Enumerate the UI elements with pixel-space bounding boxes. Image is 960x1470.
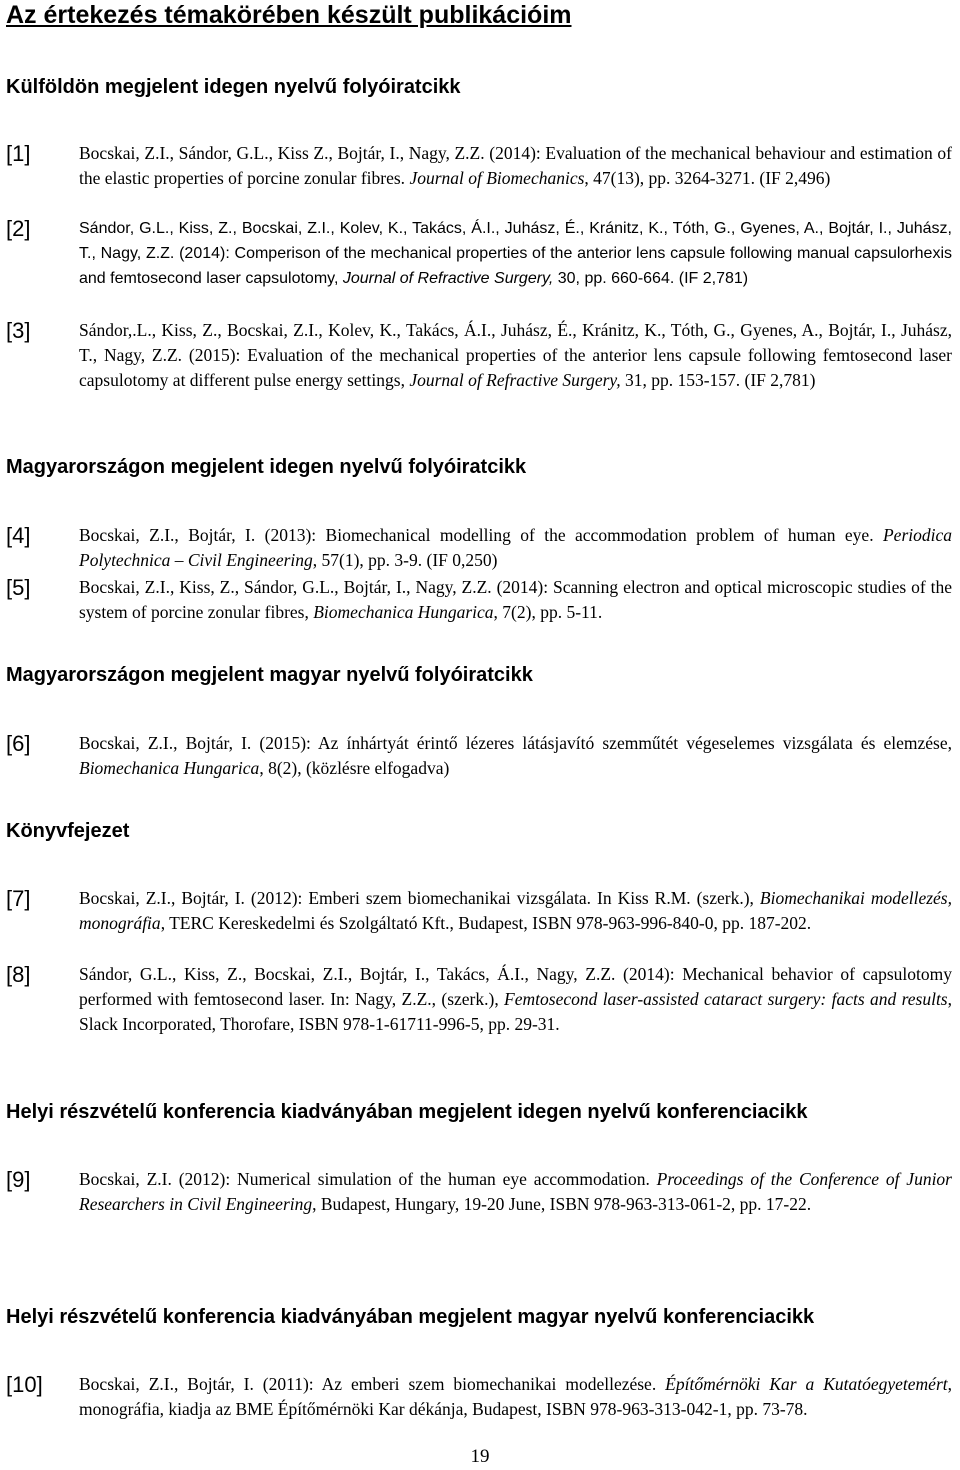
reference-item xyxy=(6,318,952,393)
reference-number: [2] xyxy=(6,216,31,241)
reference-source-title: Journal of Refractive Surgery, xyxy=(409,370,621,390)
reference-text xyxy=(79,962,952,1037)
reference-text-run: , Slack Incorporated, Thorofare, ISBN 978-1-61711-996-5, pp. 29-31. xyxy=(79,989,952,1034)
reference-text xyxy=(79,886,952,936)
reference-item xyxy=(6,962,952,1037)
reference-text-run: Bocskai, Z.I., Kiss, Z., Sándor, G.L., Bojtár, I., Nagy, Z.Z. (2014): Scanning electron and optical microscopic studies of the system of porcine zonular fibres, xyxy=(79,577,952,622)
section-heading: Magyarországon megjelent magyar nyelvű folyóiratcikk xyxy=(6,664,533,686)
reference-source-title: Biomechanica Hungarica xyxy=(313,602,494,622)
page-title: Az értekezés témakörében készült publikációim xyxy=(6,1,572,29)
reference-item xyxy=(6,1167,952,1217)
section-heading: Magyarországon megjelent idegen nyelvű folyóiratcikk xyxy=(6,456,527,478)
reference-number: [8] xyxy=(6,962,31,987)
reference-source-title: Journal of Refractive Surgery, xyxy=(342,270,554,287)
page-number: 19 xyxy=(470,1446,490,1467)
section-heading: Helyi részvételű konferencia kiadványában megjelent idegen nyelvű konferenciacikk xyxy=(6,1101,808,1123)
reference-source-title: Journal of Biomechanics xyxy=(409,168,585,188)
reference-source-title: Femtosecond laser-assisted cataract surgery: facts and results xyxy=(504,989,948,1009)
reference-item xyxy=(6,141,952,191)
reference-number: [5] xyxy=(6,575,31,600)
reference-text-run: , 8(2), (közlésre elfogadva) xyxy=(259,758,450,778)
reference-text-run: , TERC Kereskedelmi és Szolgáltató Kft., Budapest, ISBN 978-963-996-840-0, pp. 187-202. xyxy=(160,913,812,933)
reference-number: [10] xyxy=(6,1372,43,1397)
reference-item xyxy=(6,523,952,573)
reference-text-run: , monográfia, kiadja az BME Építőmérnöki Kar dékánja, Budapest, ISBN 978-963-313-042-1, pp. 73-78. xyxy=(79,1374,952,1419)
reference-item xyxy=(6,575,952,625)
reference-number: [6] xyxy=(6,731,31,756)
reference-number: [9] xyxy=(6,1167,31,1192)
reference-text xyxy=(79,141,952,191)
reference-text xyxy=(79,1372,952,1422)
reference-text-run: , Budapest, Hungary, 19-20 June, ISBN 978-963-313-061-2, pp. 17-22. xyxy=(312,1194,812,1214)
reference-number: [4] xyxy=(6,523,31,548)
reference-number: [1] xyxy=(6,141,31,166)
section-heading: Könyvfejezet xyxy=(6,820,130,842)
reference-text-run: 31, pp. 153-157. (IF 2,781) xyxy=(620,370,816,390)
reference-text xyxy=(79,731,952,781)
reference-item xyxy=(6,886,952,936)
reference-number: [7] xyxy=(6,886,31,911)
reference-number: [3] xyxy=(6,318,31,343)
reference-text-run: Sándor,.L., Kiss, Z., Bocskai, Z.I., Kolev, K., Takács, Á.I., Juhász, É., Kránitz, K., Tóth, G., Gyenes, A., Bojtár, I., Juhász, T., Nagy, Z.Z. (2015): Evaluation of the mechanical properties of the anterior lens capsule following femtosecond laser capsulotomy at different pulse energy settings, xyxy=(79,320,952,390)
reference-text-run: , 57(1), pp. 3-9. (IF 0,250) xyxy=(312,550,498,570)
reference-text-run: Bocskai, Z.I., Bojtár, I. (2015): Az ínhártyát érintő lézeres látásjavító szemműtét végeselemes vizsgálata és elemzése, xyxy=(79,733,952,753)
reference-text-run: Bocskai, Z.I. (2012): Numerical simulation of the human eye accommodation. xyxy=(79,1169,657,1189)
reference-text-run: 30, pp. 660-664. (IF 2,781) xyxy=(553,270,749,287)
reference-text-run: , 47(13), pp. 3264-3271. (IF 2,496) xyxy=(584,168,831,188)
reference-item xyxy=(6,731,952,781)
reference-text-run: Bocskai, Z.I., Sándor, G.L., Kiss Z., Bojtár, I., Nagy, Z.Z. (2014): Evaluation of the mechanical behaviour and estimation of the elastic properties of porcine zonular fibres. xyxy=(79,143,952,188)
section-heading: Helyi részvételű konferencia kiadványában megjelent magyar nyelvű konferenciacikk xyxy=(6,1306,815,1328)
reference-text xyxy=(79,523,952,573)
reference-source-title: Periodica Polytechnica – Civil Engineering xyxy=(79,525,952,570)
reference-text xyxy=(79,216,952,291)
reference-text-run: Sándor, G.L., Kiss, Z., Bocskai, Z.I., Kolev, K., Takács, Á.I., Juhász, É., Kránitz, K., Tóth, G., Gyenes, A., Bojtár, I., Juhász, T., Nagy, Z.Z. (2014): Comperison of the mechanical properties of the anterior lens capsule following manual capsulorhexis and femtosecond laser capsulotomy, xyxy=(79,220,952,287)
reference-text xyxy=(79,318,952,393)
reference-text-run: , 7(2), pp. 5-11. xyxy=(493,602,603,622)
reference-text xyxy=(79,575,952,625)
reference-item xyxy=(6,216,952,291)
section-heading: Külföldön megjelent idegen nyelvű folyóiratcikk xyxy=(6,76,461,98)
reference-text-run: Sándor, G.L., Kiss, Z., Bocskai, Z.I., Bojtár, I., Takács, Á.I., Nagy, Z.Z. (2014): Mechanical behavior of capsulotomy performed with femtosecond laser. In: Nagy, Z.Z., (szerk.), xyxy=(79,964,952,1009)
reference-source-title: Proceedings of the Conference of Junior Researchers in Civil Engineering xyxy=(79,1169,952,1214)
reference-text-run: Bocskai, Z.I., Bojtár, I. (2011): Az emberi szem biomechanikai modellezése. xyxy=(79,1374,666,1394)
reference-text-run: Bocskai, Z.I., Bojtár, I. (2012): Emberi szem biomechanikai vizsgálata. In Kiss R.M. (szerk.), xyxy=(79,888,760,908)
reference-source-title: Biomechanikai modellezés, monográfia xyxy=(79,888,952,933)
reference-text xyxy=(79,1167,952,1217)
reference-text-run: Bocskai, Z.I., Bojtár, I. (2013): Biomechanical modelling of the accommodation problem of human eye. xyxy=(79,525,883,545)
reference-source-title: Építőmérnöki Kar a Kutatóegyetemért xyxy=(665,1374,948,1394)
reference-source-title: Biomechanica Hungarica xyxy=(79,758,260,778)
reference-item xyxy=(6,1372,952,1422)
